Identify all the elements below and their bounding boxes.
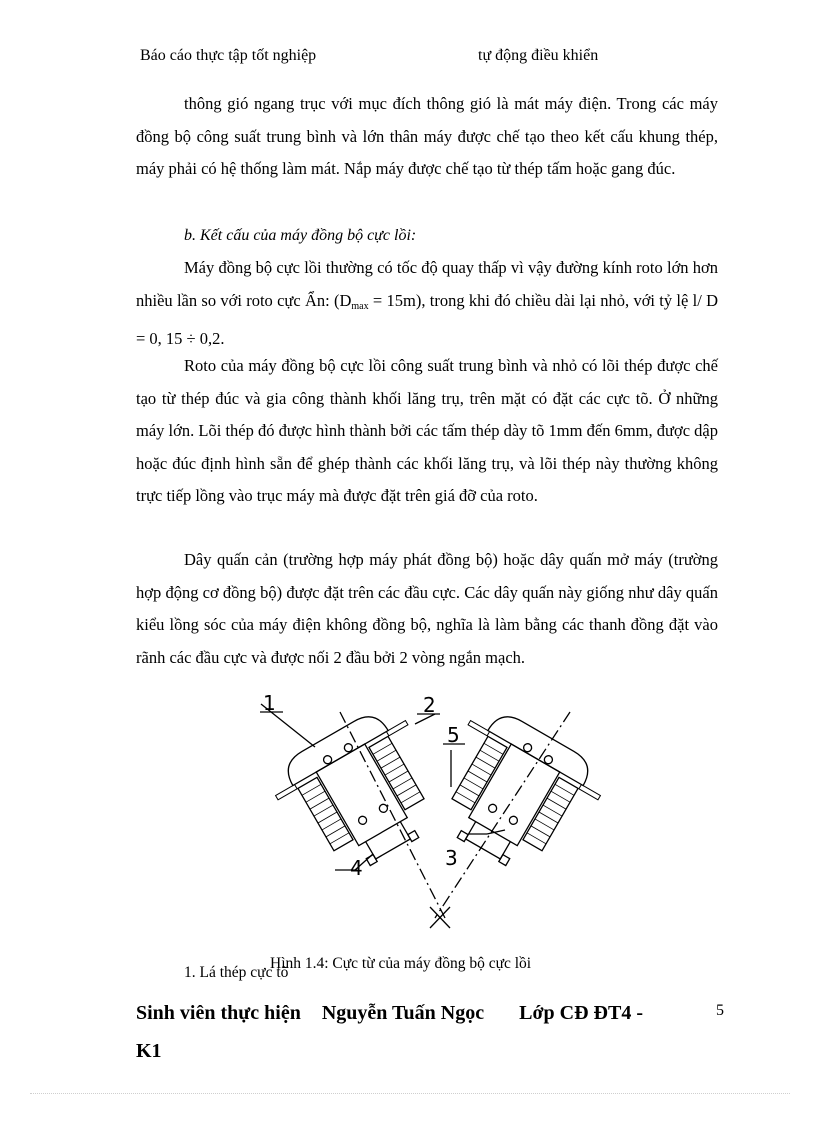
label-1: 1 [263,692,276,715]
paragraph-text-after-sub: = 15m), trong khi đó chiều dài lại nhỏ, với tỷ lệ l/ D = 0, 15 ÷ 0,2. [136,290,718,348]
label-3: 3 [445,846,458,870]
salient-pole-figure [255,692,625,940]
paragraph-text-before-sub: Máy đồng bộ cực lồi thường có tốc độ quay thấp vì vậy đường kính roto lớn hơn nhiều lần so với roto cực Ẩn: (D [136,258,718,310]
header-report-title: Báo cáo thực tập tốt nghiệp [140,47,317,64]
footer-student-name: Nguyễn Tuấn Ngọc [321,1002,485,1024]
label-4: 4 [350,856,363,880]
paragraph-ventilation: thông gió ngang trục với mục đích thông gió là mát máy điện. Trong các máy đồng bộ công suất trung bình và lớn thân máy được chế tạo theo kết cấu khung thép, máy phải có hệ thống làm mát. Nắp máy được chế tạo từ thép tấm hoặc gang đúc. [136,94,718,178]
header-department: tự động điều khiển [478,47,599,64]
footer-class-suffix: K1 [136,1040,162,1062]
footer-line [136,1002,643,1025]
figure-caption: Hình 1.4: Cực từ của máy đồng bộ cực lồi [270,955,532,972]
page-number: 5 [716,1002,724,1019]
footer-class-label: Lớp CĐ ĐT4 - [519,1002,643,1024]
label-5: 5 [447,723,460,747]
footer-student-label: Sinh viên thực hiện [136,1002,301,1024]
paragraph-salient-pole-machine [136,252,718,356]
figure-legend-item: 1. Lá thép cực tõ [184,964,289,981]
subscript-max: max [351,300,369,312]
section-subheading: b. Kết cấu của máy đồng bộ cực lồi: [184,227,417,244]
paragraph-rotor: Roto của máy đồng bộ cực lồi công suất trung bình và nhỏ có lõi thép được chế tạo từ thép đúc và gia công thành khối lăng trụ, trên mặt có đặt các cực tõ. Ở những máy lớn. Lõi thép đó được hình thành bởi các tấm thép dày tõ 1mm đến 6mm, được dập hoặc đúc định hình sẵn để ghép thành các khối lăng trụ, và lõi thép này thường không trực tiếp lồng vào trục máy mà được đặt trên giá đỡ của roto. [136,356,718,505]
page-bottom-border [30,1093,790,1094]
label-2: 2 [423,693,436,717]
paragraph-damper-winding: Dây quấn cản (trường hợp máy phát đồng bộ) hoặc dây quấn mở máy (trường hợp động cơ đồng bộ) được đặt trên các đầu cực. Các dây quấn này giống như dây quấn kiểu lồng sóc của máy điện không đồng bộ, nghĩa là làm bằng các thanh đồng đặt vào rãnh các đầu cực và được nối 2 đầu bởi 2 vòng ngắn mạch. [136,550,718,667]
